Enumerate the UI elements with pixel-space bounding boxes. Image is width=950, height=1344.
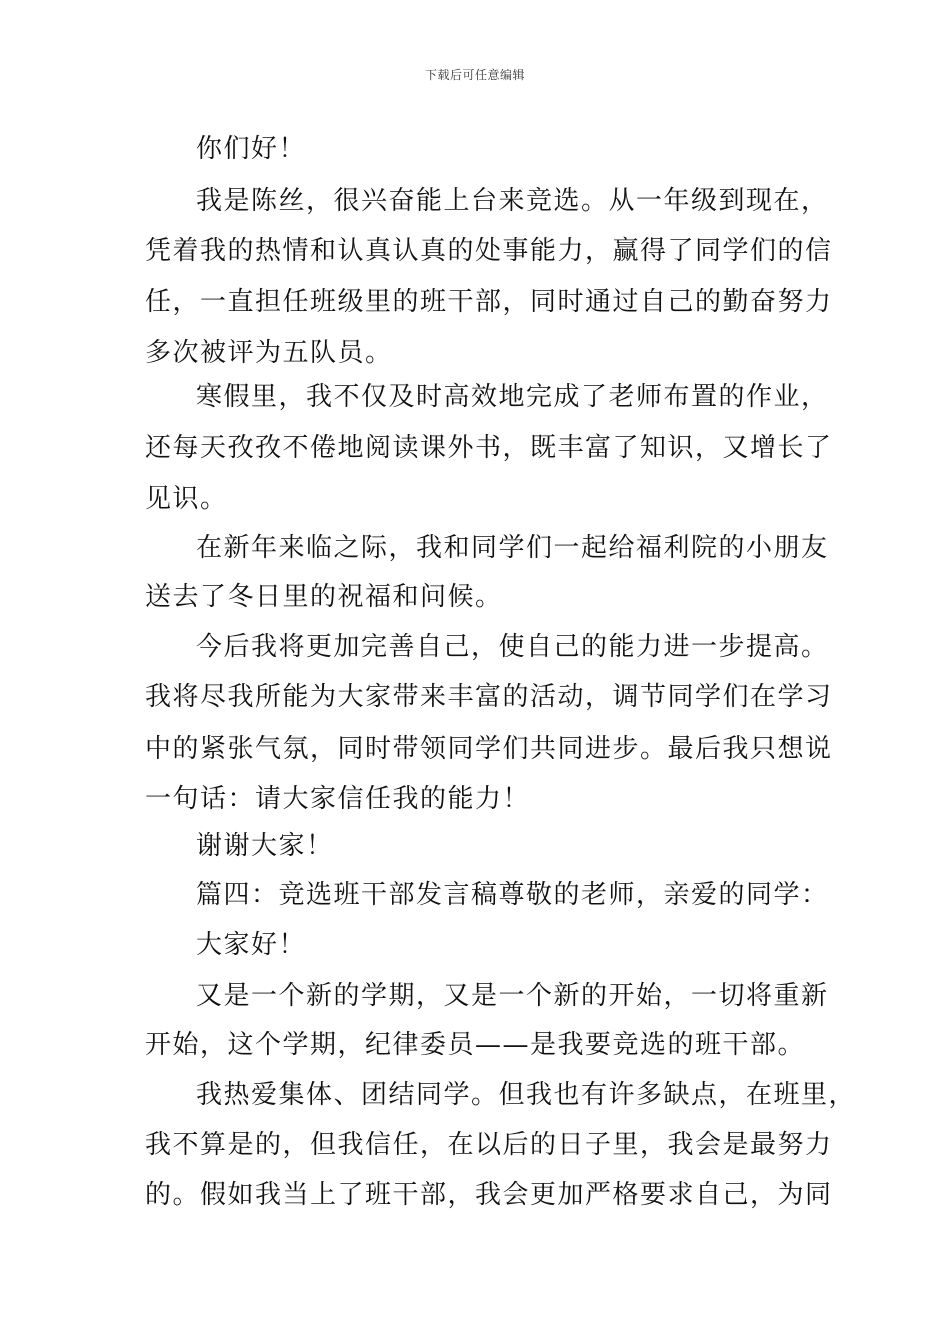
paragraph-line: 中的紧张气氛，同时带领同学们共同进步。最后我只想说 (145, 734, 833, 764)
paragraph-line: 我不算是的，但我信任，在以后的日子里，我会是最努力 (145, 1130, 833, 1160)
paragraph-line: 我热爱集体、团结同学。但我也有许多缺点，在班里， (196, 1080, 857, 1110)
paragraph-line: 还每天孜孜不倦地阅读课外书，既丰富了知识，又增长了 (145, 433, 833, 463)
page-header: 下载后可任意编辑 (424, 68, 525, 82)
greeting-line: 你们好！ (196, 134, 307, 164)
paragraph-line: 任，一直担任班级里的班干部，同时通过自己的勤奋努力 (145, 287, 833, 317)
paragraph-line: 凭着我的热情和认真认真的处事能力，赢得了同学们的信 (145, 236, 833, 266)
paragraph-line: 的。假如我当上了班干部，我会更加严格要求自己，为同 (145, 1180, 833, 1210)
paragraph-line: 在新年来临之际，我和同学们一起给福利院的小朋友 (196, 533, 829, 563)
paragraph-line: 寒假里，我不仅及时高效地完成了老师布置的作业， (196, 382, 829, 412)
paragraph-line: 见识。 (145, 484, 228, 514)
paragraph-line: 一句话：请大家信任我的能力！ (145, 784, 531, 814)
paragraph-line: 我将尽我所能为大家带来丰富的活动，调节同学们在学习 (145, 682, 833, 712)
paragraph-line: 多次被评为五队员。 (145, 338, 393, 368)
paragraph-line: 送去了冬日里的祝福和问候。 (145, 582, 503, 612)
paragraph-line: 又是一个新的学期，又是一个新的开始，一切将重新 (196, 981, 829, 1011)
closing-line: 谢谢大家！ (196, 831, 334, 861)
paragraph-line: 开始，这个学期，纪律委员——是我要竞选的班干部。 (145, 1030, 806, 1060)
paragraph-line: 今后我将更加完善自己，使自己的能力进一步提高。 (196, 632, 829, 662)
greeting-line: 大家好！ (196, 930, 307, 960)
section-heading: 篇四：竞选班干部发言稿尊敬的老师，亲爱的同学： (196, 880, 829, 910)
paragraph-line: 我是陈丝，很兴奋能上台来竞选。从一年级到现在， (196, 186, 829, 216)
